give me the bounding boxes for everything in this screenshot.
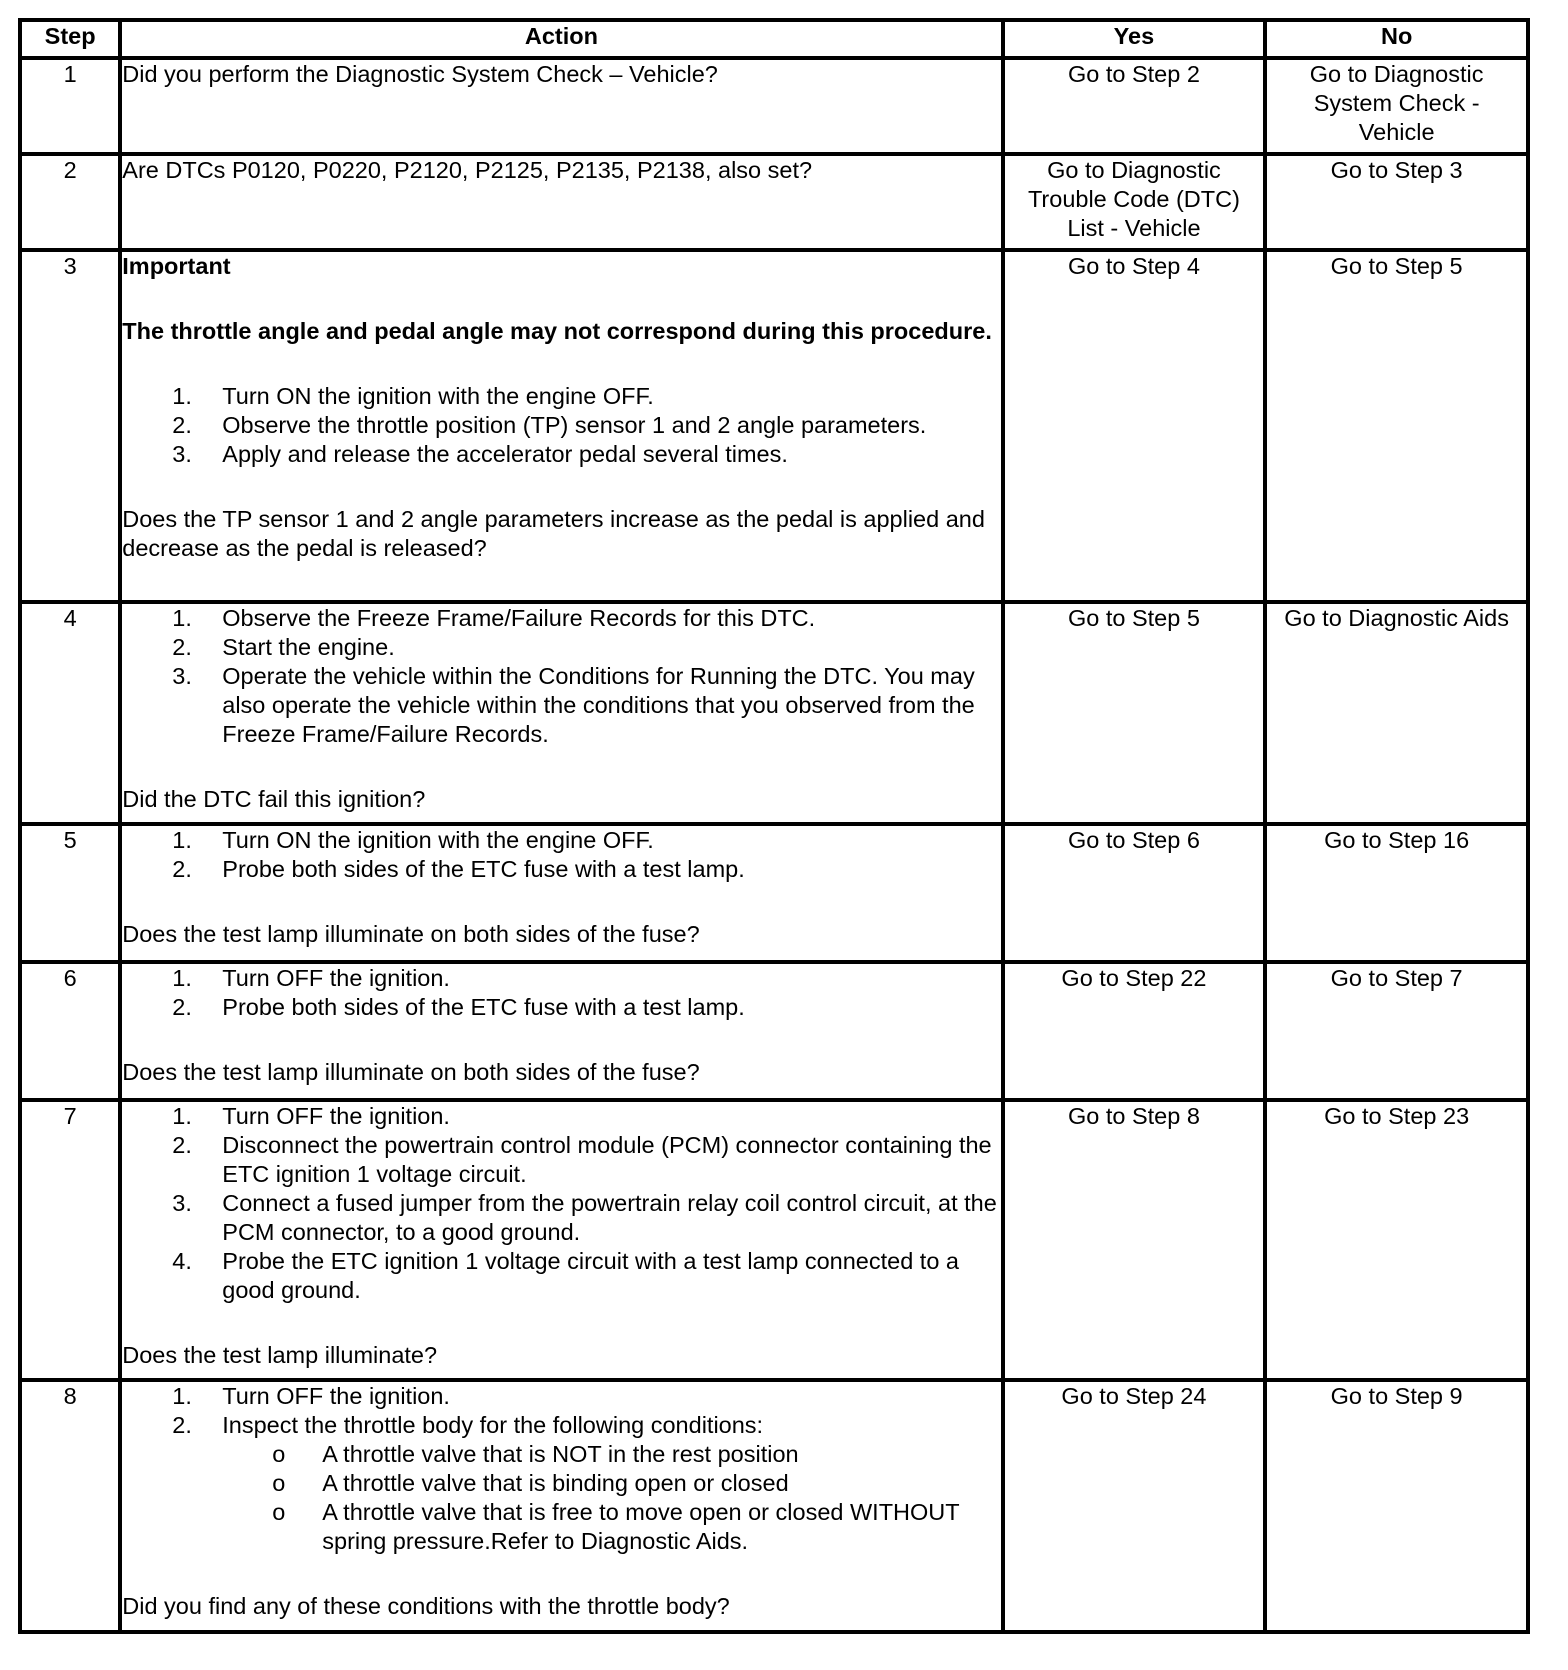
instruction-number: 1. [172, 965, 192, 991]
no-link[interactable]: Go to Step 23 [1265, 1100, 1528, 1380]
step-number: 1 [20, 58, 120, 154]
header-row [20, 20, 1528, 58]
no-link[interactable]: Go to Diagnostic Aids [1265, 602, 1528, 824]
yes-link[interactable]: Go to Diagnostic Trouble Code (DTC) List - Vehicle [1003, 154, 1266, 250]
instruction-text: Turn ON the ignition with the engine OFF. [222, 827, 654, 853]
instruction-number: 2. [172, 994, 192, 1020]
no-link[interactable]: Go to Step 9 [1265, 1380, 1528, 1632]
condition-item [122, 1440, 1000, 1469]
condition-text: A throttle valve that is free to move open or closed WITHOUT spring pressure.Refer to Diagnostic Aids. [322, 1499, 960, 1554]
diagnostic-table [18, 18, 1530, 1634]
step-number: 6 [20, 962, 120, 1100]
instruction-text: Probe both sides of the ETC fuse with a test lamp. [222, 994, 745, 1020]
action-question: Did the DTC fail this ignition? [122, 786, 426, 812]
instruction-text: Turn OFF the ignition. [222, 1103, 450, 1129]
instruction-list [122, 964, 1000, 1022]
yes-link[interactable]: Go to Step 6 [1003, 824, 1266, 962]
no-link[interactable]: Go to Step 7 [1265, 962, 1528, 1100]
instruction-text: Apply and release the accelerator pedal several times. [222, 441, 788, 467]
instruction-item [122, 662, 1000, 749]
condition-text: A throttle valve that is NOT in the rest position [322, 1441, 799, 1467]
header-step: Step [20, 20, 120, 58]
instruction-item [122, 1247, 1000, 1305]
action-question: Are DTCs P0120, P0220, P2120, P2125, P2135, P2138, also set? [122, 157, 813, 183]
instruction-item [122, 993, 1000, 1022]
instruction-number: 2. [172, 1132, 192, 1158]
instruction-list [122, 1382, 1000, 1440]
instruction-item [122, 1189, 1000, 1247]
important-label: Important [122, 253, 231, 279]
instruction-number: 1. [172, 1103, 192, 1129]
instruction-text: Observe the Freeze Frame/Failure Records for this DTC. [222, 605, 816, 631]
yes-link[interactable]: Go to Step 24 [1003, 1380, 1266, 1632]
instruction-number: 1. [172, 605, 192, 631]
instruction-item [122, 633, 1000, 662]
instruction-number: 3. [172, 663, 192, 689]
instruction-text: Disconnect the powertrain control module (PCM) connector containing the ETC ignition 1 voltage circuit. [222, 1132, 992, 1187]
table-row [20, 602, 1528, 824]
instruction-item [122, 1411, 1000, 1440]
action-cell [120, 962, 1002, 1100]
instruction-text: Start the engine. [222, 634, 395, 660]
instruction-item [122, 1382, 1000, 1411]
bullet-icon: o [272, 1441, 286, 1467]
header-yes: Yes [1003, 20, 1266, 58]
action-cell [120, 58, 1002, 154]
action-question: Did you find any of these conditions with the throttle body? [122, 1593, 730, 1619]
action-question: Did you perform the Diagnostic System Check – Vehicle? [122, 61, 718, 87]
instruction-text: Connect a fused jumper from the powertrain relay coil control circuit, at the PCM connector, to a good ground. [222, 1190, 997, 1245]
instruction-number: 1. [172, 827, 192, 853]
instruction-list [122, 382, 1000, 469]
action-cell [120, 1380, 1002, 1632]
instruction-list [122, 604, 1000, 749]
instruction-number: 2. [172, 1412, 192, 1438]
instruction-text: Operate the vehicle within the Conditions for Running the DTC. You may also operate the vehicle within the conditions that you observed from the Freeze Frame/Failure Records. [222, 663, 975, 747]
table-row [20, 962, 1528, 1100]
yes-link[interactable]: Go to Step 8 [1003, 1100, 1266, 1380]
header-no: No [1265, 20, 1528, 58]
instruction-number: 2. [172, 412, 192, 438]
instruction-number: 1. [172, 383, 192, 409]
step-number: 3 [20, 250, 120, 602]
instruction-list [122, 1102, 1000, 1305]
instruction-item [122, 440, 1000, 469]
instruction-item [122, 855, 1000, 884]
action-question: Does the test lamp illuminate on both sides of the fuse? [122, 1059, 700, 1085]
instruction-text: Turn OFF the ignition. [222, 965, 450, 991]
condition-list [122, 1440, 1000, 1556]
action-cell [120, 154, 1002, 250]
instruction-text: Turn OFF the ignition. [222, 1383, 450, 1409]
instruction-item [122, 826, 1000, 855]
yes-link[interactable]: Go to Step 22 [1003, 962, 1266, 1100]
table-row [20, 1100, 1528, 1380]
table-row [20, 250, 1528, 602]
condition-item [122, 1469, 1000, 1498]
header-action: Action [120, 20, 1002, 58]
action-cell [120, 602, 1002, 824]
instruction-list [122, 826, 1000, 884]
yes-link[interactable]: Go to Step 4 [1003, 250, 1266, 602]
instruction-number: 3. [172, 1190, 192, 1216]
instruction-number: 4. [172, 1248, 192, 1274]
step-number: 8 [20, 1380, 120, 1632]
no-link[interactable]: Go to Step 3 [1265, 154, 1528, 250]
no-link[interactable]: Go to Step 16 [1265, 824, 1528, 962]
instruction-item [122, 1131, 1000, 1189]
bullet-icon: o [272, 1470, 286, 1496]
condition-item [122, 1498, 1000, 1556]
step-number: 4 [20, 602, 120, 824]
instruction-item [122, 382, 1000, 411]
step-number: 2 [20, 154, 120, 250]
important-note: The throttle angle and pedal angle may not correspond during this procedure. [122, 318, 992, 344]
action-question: Does the test lamp illuminate on both sides of the fuse? [122, 921, 700, 947]
table-row [20, 154, 1528, 250]
instruction-text: Probe both sides of the ETC fuse with a test lamp. [222, 856, 745, 882]
no-link[interactable]: Go to Diagnostic System Check - Vehicle [1265, 58, 1528, 154]
table-row [20, 58, 1528, 154]
action-cell [120, 824, 1002, 962]
diagnostic-page [18, 18, 1530, 1634]
instruction-text: Turn ON the ignition with the engine OFF. [222, 383, 654, 409]
instruction-text: Observe the throttle position (TP) sensor 1 and 2 angle parameters. [222, 412, 927, 438]
action-question: Does the test lamp illuminate? [122, 1342, 438, 1368]
instruction-item [122, 964, 1000, 993]
step-number: 5 [20, 824, 120, 962]
instruction-item [122, 1102, 1000, 1131]
step-number: 7 [20, 1100, 120, 1380]
action-question: Does the TP sensor 1 and 2 angle parameters increase as the pedal is applied and decrease as the pedal is released? [122, 506, 985, 561]
instruction-number: 1. [172, 1383, 192, 1409]
table-row [20, 1380, 1528, 1632]
no-link[interactable]: Go to Step 5 [1265, 250, 1528, 602]
bullet-icon: o [272, 1499, 286, 1525]
instruction-item [122, 604, 1000, 633]
instruction-number: 3. [172, 441, 192, 467]
table-row [20, 824, 1528, 962]
action-cell [120, 1100, 1002, 1380]
yes-link[interactable]: Go to Step 2 [1003, 58, 1266, 154]
action-cell [120, 250, 1002, 602]
condition-text: A throttle valve that is binding open or closed [322, 1470, 789, 1496]
instruction-number: 2. [172, 856, 192, 882]
instruction-text: Probe the ETC ignition 1 voltage circuit with a test lamp connected to a good ground. [222, 1248, 959, 1303]
instruction-number: 2. [172, 634, 192, 660]
yes-link[interactable]: Go to Step 5 [1003, 602, 1266, 824]
instruction-item [122, 411, 1000, 440]
instruction-text: Inspect the throttle body for the following conditions: [222, 1412, 764, 1438]
